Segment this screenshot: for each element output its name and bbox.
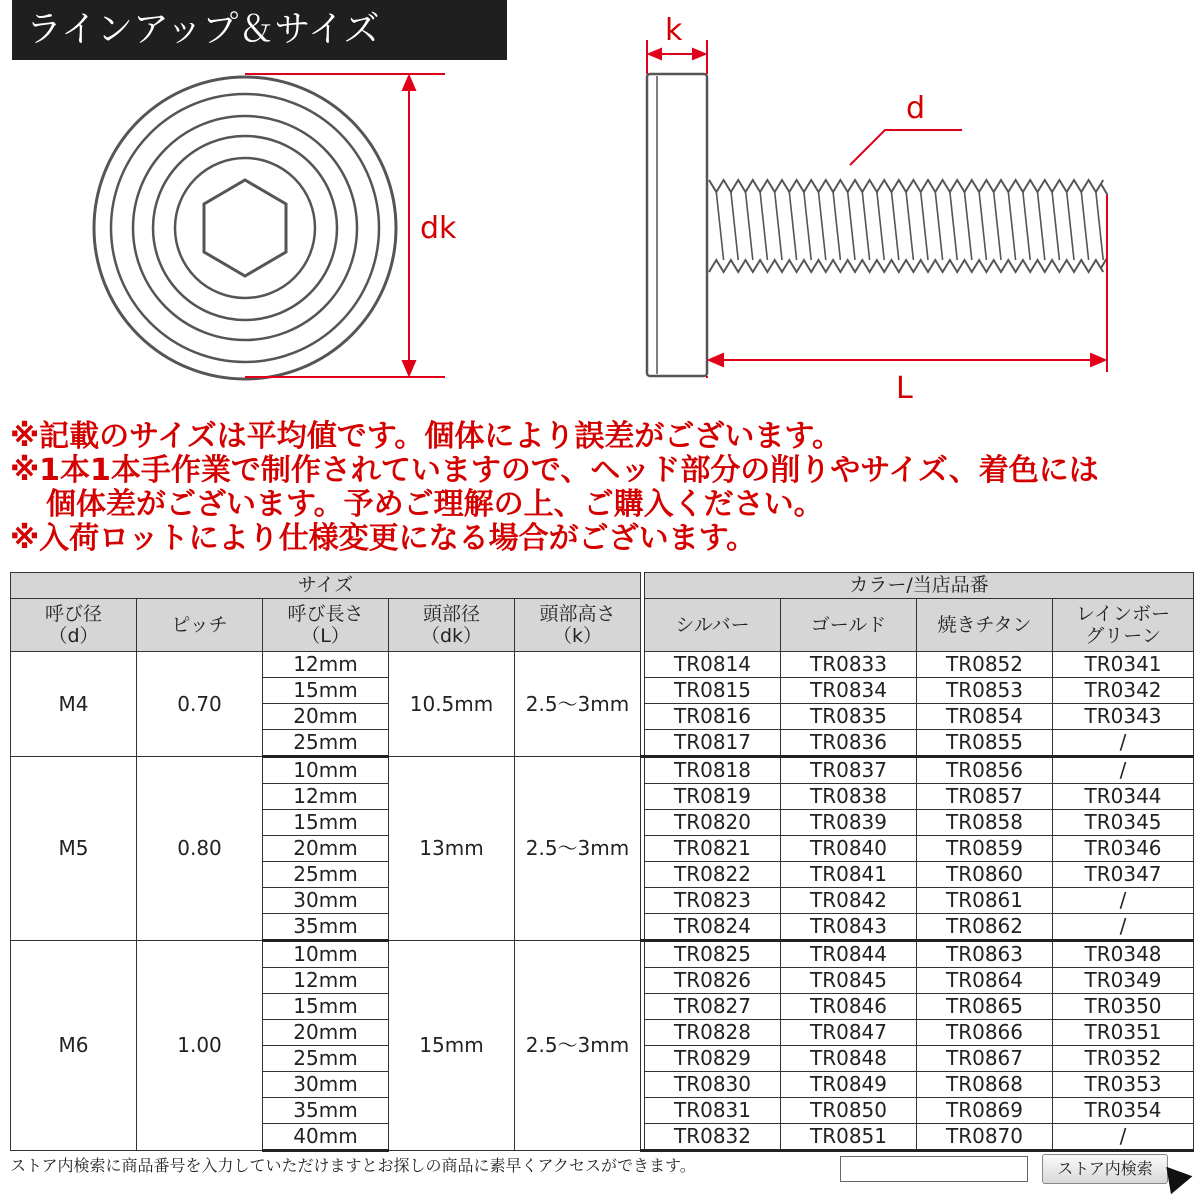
product-code-rainbow-green: TR0353: [1053, 1072, 1194, 1098]
column-header: ピッチ: [137, 599, 263, 652]
product-code-rainbow-green: TR0345: [1053, 810, 1194, 836]
column-header: 呼び長さ （L）: [263, 599, 389, 652]
product-code-silver: TR0818: [645, 757, 781, 784]
column-header: 頭部径 （dk）: [389, 599, 515, 652]
product-code-gold: TR0837: [781, 757, 917, 784]
length-cell: 15mm: [263, 994, 389, 1020]
dk-label: dk: [420, 211, 457, 246]
product-code-rainbow-green: TR0344: [1053, 784, 1194, 810]
product-code-burnt-titanium: TR0859: [917, 836, 1053, 862]
product-code-burnt-titanium: TR0860: [917, 862, 1053, 888]
product-code-silver: TR0828: [645, 1020, 781, 1046]
product-code-gold: TR0842: [781, 888, 917, 914]
product-code-silver: TR0826: [645, 968, 781, 994]
product-code-rainbow-green: /: [1053, 730, 1194, 757]
length-cell: 15mm: [263, 810, 389, 836]
column-header: 呼び径 （d）: [11, 599, 137, 652]
L-dimension: [707, 195, 1107, 378]
product-code-gold: TR0834: [781, 678, 917, 704]
product-code-silver: TR0816: [645, 704, 781, 730]
length-cell: 15mm: [263, 678, 389, 704]
product-code-burnt-titanium: TR0865: [917, 994, 1053, 1020]
head-diameter-cell: 15mm: [389, 941, 515, 1151]
product-code-burnt-titanium: TR0857: [917, 784, 1053, 810]
product-code-burnt-titanium: TR0869: [917, 1098, 1053, 1124]
length-cell: 20mm: [263, 1020, 389, 1046]
product-code-gold: TR0844: [781, 941, 917, 968]
product-code-silver: TR0829: [645, 1046, 781, 1072]
product-code-rainbow-green: TR0351: [1053, 1020, 1194, 1046]
product-code-rainbow-green: TR0350: [1053, 994, 1194, 1020]
nominal-diameter-cell: M5: [11, 757, 137, 941]
length-cell: 10mm: [263, 941, 389, 968]
footer-hint: ストア内検索に商品番号を入力していただけますとお探しの商品に素早くアクセスができます。: [10, 1156, 696, 1175]
product-code-burnt-titanium: TR0863: [917, 941, 1053, 968]
nominal-diameter-cell: M6: [11, 941, 137, 1151]
length-cell: 35mm: [263, 1098, 389, 1124]
product-code-gold: TR0836: [781, 730, 917, 757]
product-code-silver: TR0817: [645, 730, 781, 757]
product-code-silver: TR0824: [645, 914, 781, 941]
product-code-rainbow-green: /: [1053, 914, 1194, 941]
note-line: ※記載のサイズは平均値です。個体により誤差がございます。: [10, 419, 842, 454]
length-cell: 30mm: [263, 1072, 389, 1098]
product-code-rainbow-green: /: [1053, 1124, 1194, 1151]
product-code-burnt-titanium: TR0861: [917, 888, 1053, 914]
head-diameter-cell: 13mm: [389, 757, 515, 941]
L-label: L: [896, 371, 913, 406]
product-code-gold: TR0846: [781, 994, 917, 1020]
bolt-diagram: [0, 0, 1200, 420]
product-code-burnt-titanium: TR0854: [917, 704, 1053, 730]
pitch-cell: 1.00: [137, 941, 263, 1151]
bolt-side-view: [647, 74, 707, 376]
table-row: [11, 941, 1194, 968]
product-code-silver: TR0823: [645, 888, 781, 914]
product-code-rainbow-green: TR0343: [1053, 704, 1194, 730]
product-code-burnt-titanium: TR0852: [917, 652, 1053, 678]
store-search-input[interactable]: [840, 1156, 1028, 1182]
column-header: ゴールド: [781, 599, 917, 652]
group-header-color: カラー/当店品番: [645, 573, 1194, 599]
product-code-burnt-titanium: TR0862: [917, 914, 1053, 941]
product-code-silver: TR0820: [645, 810, 781, 836]
length-cell: 25mm: [263, 730, 389, 757]
column-header: シルバー: [645, 599, 781, 652]
product-code-rainbow-green: TR0347: [1053, 862, 1194, 888]
k-label: k: [665, 13, 683, 48]
store-search-button[interactable]: ストア内検索: [1042, 1154, 1168, 1184]
product-code-silver: TR0814: [645, 652, 781, 678]
length-cell: 20mm: [263, 704, 389, 730]
product-code-gold: TR0849: [781, 1072, 917, 1098]
product-code-gold: TR0845: [781, 968, 917, 994]
product-code-burnt-titanium: TR0868: [917, 1072, 1053, 1098]
product-code-gold: TR0839: [781, 810, 917, 836]
product-code-gold: TR0833: [781, 652, 917, 678]
product-code-rainbow-green: TR0341: [1053, 652, 1194, 678]
product-code-silver: TR0832: [645, 1124, 781, 1151]
product-code-gold: TR0850: [781, 1098, 917, 1124]
product-code-silver: TR0821: [645, 836, 781, 862]
product-code-rainbow-green: /: [1053, 888, 1194, 914]
product-code-silver: TR0827: [645, 994, 781, 1020]
product-code-gold: TR0838: [781, 784, 917, 810]
length-cell: 30mm: [263, 888, 389, 914]
length-cell: 10mm: [263, 757, 389, 784]
head-height-cell: 2.5〜3mm: [515, 941, 641, 1151]
note-line: ※1本1本手作業で制作されていますので、ヘッド部分の削りやサイズ、着色には: [10, 453, 1099, 488]
product-code-gold: TR0848: [781, 1046, 917, 1072]
table-row: [11, 757, 1194, 784]
product-code-silver: TR0815: [645, 678, 781, 704]
length-cell: 20mm: [263, 836, 389, 862]
bolt-head-front-view: [94, 77, 396, 379]
nominal-diameter-cell: M4: [11, 652, 137, 757]
product-code-silver: TR0822: [645, 862, 781, 888]
pitch-cell: 0.70: [137, 652, 263, 757]
head-diameter-cell: 10.5mm: [389, 652, 515, 757]
head-height-cell: 2.5〜3mm: [515, 652, 641, 757]
length-cell: 35mm: [263, 914, 389, 941]
product-code-rainbow-green: TR0354: [1053, 1098, 1194, 1124]
product-code-burnt-titanium: TR0853: [917, 678, 1053, 704]
length-cell: 40mm: [263, 1124, 389, 1151]
length-cell: 12mm: [263, 968, 389, 994]
head-height-cell: 2.5〜3mm: [515, 757, 641, 941]
d-label: d: [906, 91, 926, 126]
product-code-burnt-titanium: TR0856: [917, 757, 1053, 784]
product-code-rainbow-green: TR0342: [1053, 678, 1194, 704]
pitch-cell: 0.80: [137, 757, 263, 941]
length-cell: 25mm: [263, 862, 389, 888]
column-header: レインボー グリーン: [1053, 599, 1194, 652]
product-code-silver: TR0831: [645, 1098, 781, 1124]
group-header-size: サイズ: [11, 573, 641, 599]
length-cell: 25mm: [263, 1046, 389, 1072]
product-code-burnt-titanium: TR0855: [917, 730, 1053, 757]
product-code-rainbow-green: TR0352: [1053, 1046, 1194, 1072]
product-code-gold: TR0835: [781, 704, 917, 730]
product-code-gold: TR0851: [781, 1124, 917, 1151]
length-cell: 12mm: [263, 784, 389, 810]
thread-shaft: [709, 180, 1107, 272]
d-leader: [850, 130, 962, 165]
product-code-rainbow-green: TR0349: [1053, 968, 1194, 994]
product-code-burnt-titanium: TR0858: [917, 810, 1053, 836]
note-line: ※入荷ロットにより仕様変更になる場合がございます。: [10, 521, 757, 556]
product-code-gold: TR0841: [781, 862, 917, 888]
product-code-silver: TR0830: [645, 1072, 781, 1098]
table-row: [11, 652, 1194, 678]
product-code-gold: TR0840: [781, 836, 917, 862]
product-code-rainbow-green: /: [1053, 757, 1194, 784]
product-code-burnt-titanium: TR0867: [917, 1046, 1053, 1072]
product-code-gold: TR0843: [781, 914, 917, 941]
product-code-rainbow-green: TR0348: [1053, 941, 1194, 968]
product-code-burnt-titanium: TR0866: [917, 1020, 1053, 1046]
column-header: 頭部高さ （k）: [515, 599, 641, 652]
length-cell: 12mm: [263, 652, 389, 678]
product-code-gold: TR0847: [781, 1020, 917, 1046]
hex-socket-icon: [204, 180, 286, 276]
product-code-rainbow-green: TR0346: [1053, 836, 1194, 862]
spec-table: [10, 572, 1194, 1152]
product-code-silver: TR0819: [645, 784, 781, 810]
page-title: ラインアップ＆サイズ: [12, 0, 507, 60]
product-code-burnt-titanium: TR0870: [917, 1124, 1053, 1151]
product-code-burnt-titanium: TR0864: [917, 968, 1053, 994]
column-header: 焼きチタン: [917, 599, 1053, 652]
product-code-silver: TR0825: [645, 941, 781, 968]
note-line: 個体差がございます。予めご理解の上、ご購入ください。: [46, 487, 824, 522]
notes: [10, 420, 1195, 556]
